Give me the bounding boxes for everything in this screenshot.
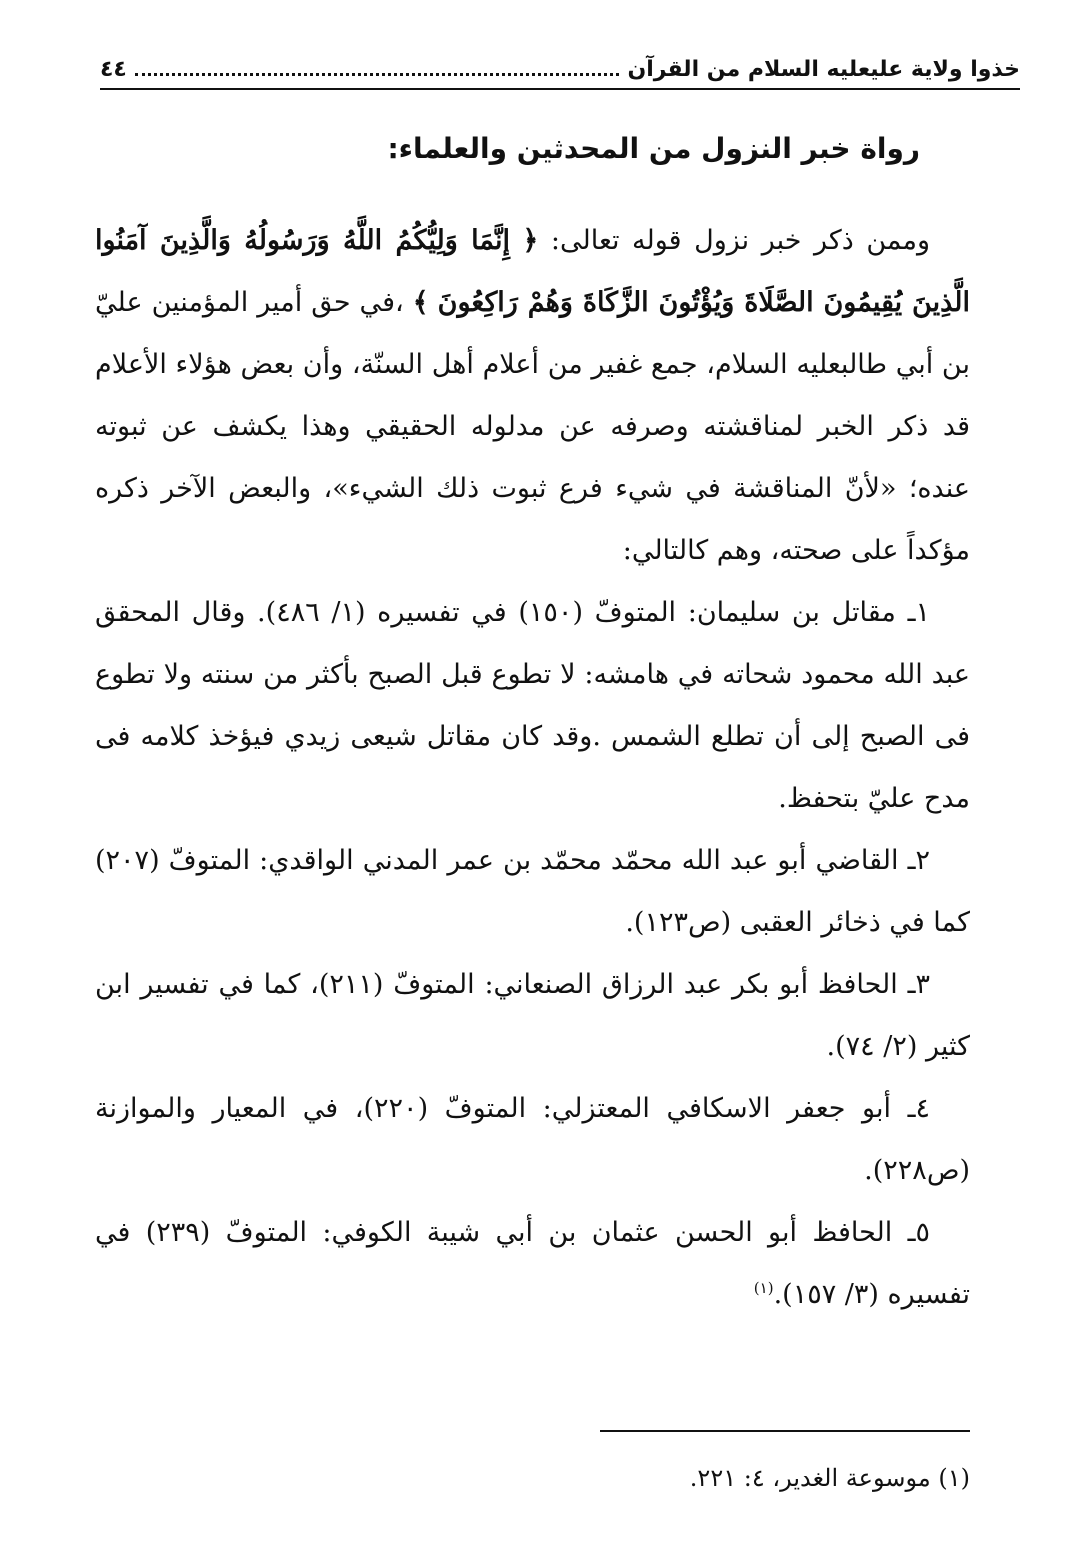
running-header — [100, 38, 1020, 90]
footnote: (١) موسوعة الغدير، ٤: ٢٢١. — [689, 1464, 970, 1492]
list-item — [95, 830, 970, 954]
section-heading: رواة خبر النزول من المحدثين والعلماء: — [387, 132, 920, 165]
list-item-text: ٣ـ الحافظ أبو بكر عبد الرزاق الصنعاني: المتوفّ (٢١١)، كما في تفسير ابن كثير (٢/ ٧٤). — [95, 969, 970, 1062]
footnote-marker[interactable]: (١) — [753, 1279, 774, 1297]
list-item — [95, 954, 970, 1078]
list-item-text: ٤ـ أبو جعفر الاسكافي المعتزلي: المتوفّ (٢٢٠)، في المعيار والموازنة (ص٢٢٨). — [95, 1093, 970, 1186]
list-item-text: ٢ـ القاضي أبو عبد الله محمّد محمّد بن عمر المدني الواقدي: المتوفّ (٢٠٧) كما في ذخائر العقبى (ص١٢٣). — [95, 845, 970, 938]
list-item-text: ٥ـ الحافظ أبو الحسن عثمان بن أبي شيبة الكوفي: المتوفّ (٢٣٩) في تفسيره (٣/ ١٥٧). — [95, 1217, 970, 1310]
intro-lead: وممن ذكر خبر نزول قوله تعالى: — [538, 225, 930, 256]
body-text — [95, 210, 970, 1326]
intro-paragraph — [95, 210, 970, 582]
list-item — [95, 582, 970, 830]
verse-bracket-close: ﴾ — [412, 287, 429, 318]
list-item — [95, 1202, 970, 1326]
book-title: خذوا ولاية عليعليه السلام من القرآن — [627, 57, 1020, 82]
intro-rest: ،في حق أمير المؤمنين عليّ بن أبي طالبعليه السلام، جمع غفير من أعلام أهل السنّة، وأن بعض هؤلاء الأعلام قد ذكر الخبر لمناقشته وصرفه عن مدلوله الحقيقي وهذا يكشف عن ثبوته عنده؛ «لأنّ المناقشة في شيء فرع ثبوت ذلك الشيء»، والبعض الآخر ذكره مؤكداً على صحته، وهم كالتالي: — [95, 287, 970, 566]
quran-verse: إِنَّمَا وَلِيُّكُمُ اللَّهُ وَرَسُولُهُ وَالَّذِينَ آمَنُوا الَّذِينَ يُقِيمُونَ الصَّلَاةَ وَيُؤْتُونَ الزَّكَاةَ وَهُمْ رَاكِعُونَ — [95, 225, 970, 318]
footnote-divider — [600, 1430, 970, 1432]
list-item-text: ١ـ مقاتل بن سليمان: المتوفّ (١٥٠) في تفسيره (١/ ٤٨٦). وقال المحقق عبد الله محمود شحاته في هامشه: لا تطوع قبل الصبح بأكثر من سنته ولا تطوع فى الصبح إلى أن تطلع الشمس .وقد كان مقاتل شيعى زيدي فيؤخذ كلامه فى مدح عليّ بتحفظ. — [95, 597, 970, 814]
verse-bracket-open: ﴿ — [522, 225, 539, 256]
page-number: ٤٤ — [100, 57, 127, 82]
list-item — [95, 1078, 970, 1202]
leader-dots — [135, 73, 620, 76]
